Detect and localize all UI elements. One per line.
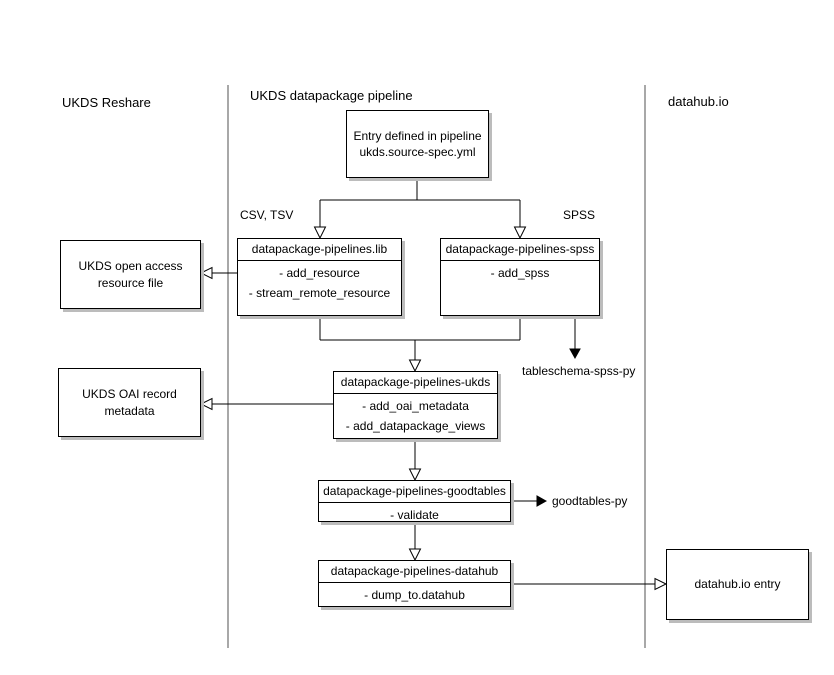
column-label-datahub-io: datahub.io (668, 94, 729, 109)
label-tableschema-spss-py: tableschema-spss-py (522, 364, 636, 378)
node-pipelines-ukds-item: - add_oai_metadata (362, 399, 469, 414)
node-oai-line2: metadata (104, 403, 155, 418)
node-pipelines-ukds-item: - add_datapackage_views (345, 419, 486, 434)
node-open-access-resource (60, 240, 201, 309)
arrowhead-to-lib (315, 227, 326, 238)
arrowhead-to-datahub (410, 549, 421, 560)
arrowhead-to-tableschema (570, 349, 580, 358)
arrowhead-to-datahub-entry (655, 579, 666, 590)
node-oai-record-metadata (58, 368, 201, 437)
column-label-datapackage-pipeline: UKDS datapackage pipeline (250, 88, 413, 103)
node-datahub-entry-line1: datahub.io entry (694, 577, 781, 592)
node-pipelines-datahub-title: datapackage-pipelines-datahub (319, 561, 510, 583)
node-entry (346, 110, 489, 178)
node-pipelines-goodtables (318, 480, 511, 522)
node-open-access-line2: resource file (97, 275, 164, 290)
arrow-entry-split (320, 178, 520, 227)
node-pipelines-goodtables-title: datapackage-pipelines-goodtables (319, 481, 510, 503)
node-pipelines-lib-item: - add_resource (279, 266, 360, 281)
node-pipelines-ukds-title: datapackage-pipelines-ukds (334, 372, 497, 394)
node-pipelines-spss (440, 238, 600, 316)
node-entry-line1: Entry defined in pipeline (353, 128, 482, 143)
node-pipelines-datahub (318, 560, 511, 607)
column-label-ukds-reshare: UKDS Reshare (62, 95, 151, 110)
node-entry-line2: ukds.source-spec.yml (359, 145, 476, 159)
arrowhead-to-spss (515, 227, 526, 238)
node-pipelines-ukds (333, 371, 498, 439)
node-open-access-line1: UKDS open access (78, 259, 183, 274)
node-pipelines-spss-title: datapackage-pipelines-spss (441, 239, 599, 261)
branch-label-spss: SPSS (563, 208, 596, 222)
label-goodtables-py: goodtables-py (552, 494, 628, 508)
node-pipelines-spss-item: - add_spss (490, 266, 550, 281)
node-pipelines-lib (237, 238, 402, 316)
node-pipelines-lib-item: - stream_remote_resource (248, 286, 391, 301)
node-pipelines-datahub-item: - dump_to.datahub (364, 588, 465, 603)
arrowhead-to-ukds (410, 360, 421, 371)
arrow-merge-to-ukds (320, 316, 520, 360)
node-pipelines-lib-title: datapackage-pipelines.lib (238, 239, 401, 261)
branch-label-csv-tsv: CSV, TSV (240, 208, 294, 222)
arrowhead-to-open-access (201, 268, 212, 279)
node-datahub-io-entry (666, 549, 809, 620)
arrowhead-to-oai (201, 399, 212, 410)
node-oai-line1: UKDS OAI record (82, 387, 177, 402)
node-pipelines-goodtables-item: - validate (390, 508, 439, 523)
arrowhead-to-goodtablespy (537, 496, 546, 506)
arrowhead-to-goodtables (410, 469, 421, 480)
